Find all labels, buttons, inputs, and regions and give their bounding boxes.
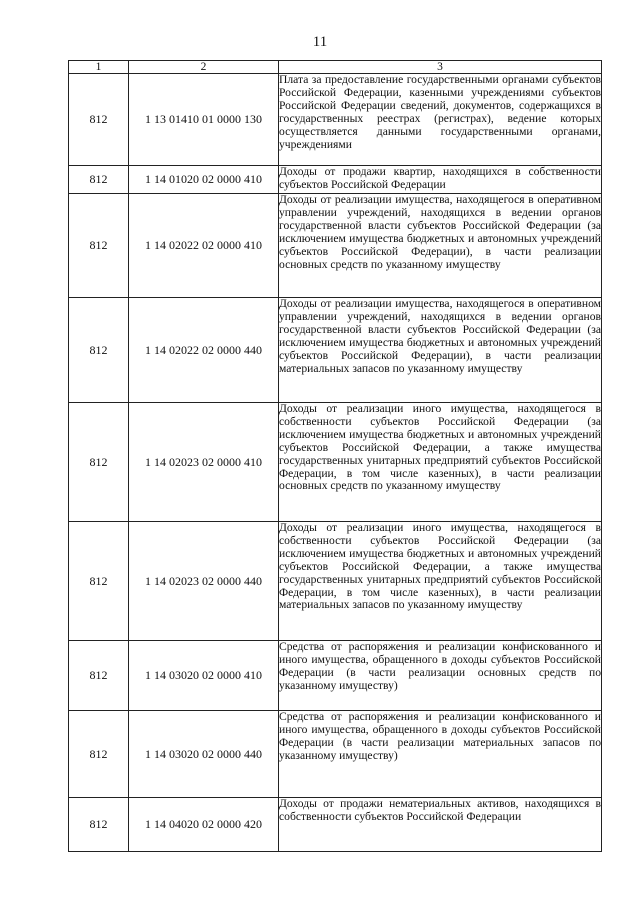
column-header-1: 1: [69, 61, 129, 74]
column-header-2: 2: [129, 61, 279, 74]
description-cell: Доходы от реализации иного имущества, находящегося в собственности субъектов Российской Федерации (за исключением имущества бюджетных и автономных учреждений субъектов Российской Федерации, а также имущества государственных унитарных предприятий субъектов Российской Федерации, в том числе казенных), в части реализации материальных запасов по указанному имуществу: [279, 522, 602, 641]
description-cell: Доходы от продажи нематериальных активов, находящихся в собственности субъектов Российской Федерации: [279, 798, 602, 852]
description-cell: Плата за предоставление государственными органами субъектов Российской Федерации, казенными учреждениями субъектов Российской Федерации сведений, документов, содержащихся в государственных реестрах (регистрах), ведение которых осуществляется данными государственными органами, учреждениями: [279, 74, 602, 166]
page-number: 11: [312, 34, 328, 50]
description-cell: Доходы от реализации имущества, находящегося в оперативном управлении учреждений, находящихся в ведении органов государственной власти субъектов Российской Федерации (за исключением имущества бюджетных и автономных учреждений субъектов Российской Федерации), в части реализации материальных запасов по указанному имуществу: [279, 298, 602, 403]
revenue-code-cell: 1 13 01410 01 0000 130: [129, 74, 279, 166]
revenue-code-cell: 1 14 03020 02 0000 440: [129, 711, 279, 798]
revenue-code-cell: 1 14 02022 02 0000 440: [129, 298, 279, 403]
admin-code-cell: 812: [69, 74, 129, 166]
table-header-row: [69, 61, 602, 74]
admin-code-cell: 812: [69, 403, 129, 522]
table-row: [69, 522, 602, 641]
description-cell: Доходы от реализации иного имущества, находящегося в собственности субъектов Российской Федерации (за исключением имущества бюджетных и автономных учреждений субъектов Российской Федерации, а также имущества государственных унитарных предприятий субъектов Российской Федерации, в том числе казенных), в части реализации основных средств по указанному имуществу: [279, 403, 602, 522]
table-row: [69, 711, 602, 798]
description-cell: Средства от распоряжения и реализации конфискованного и иного имущества, обращенного в доходы субъектов Российской Федерации (в части реализации материальных запасов по указанному имуществу): [279, 711, 602, 798]
revenue-codes-table: [68, 60, 602, 852]
revenue-code-cell: 1 14 03020 02 0000 410: [129, 641, 279, 711]
table-row: [69, 74, 602, 166]
table-row: [69, 298, 602, 403]
revenue-code-cell: 1 14 01020 02 0000 410: [129, 166, 279, 194]
table-row: [69, 194, 602, 298]
admin-code-cell: 812: [69, 298, 129, 403]
description-cell: Доходы от реализации имущества, находящегося в оперативном управлении учреждений, находящихся в ведении органов государственной власти субъектов Российской Федерации (за исключением имущества бюджетных и автономных учреждений субъектов Российской Федерации), в части реализации основных средств по указанному имуществу: [279, 194, 602, 298]
table-row: [69, 798, 602, 852]
table-row: [69, 166, 602, 194]
admin-code-cell: 812: [69, 798, 129, 852]
revenue-code-cell: 1 14 02023 02 0000 440: [129, 522, 279, 641]
table-row: [69, 403, 602, 522]
table-row: [69, 641, 602, 711]
admin-code-cell: 812: [69, 641, 129, 711]
admin-code-cell: 812: [69, 522, 129, 641]
admin-code-cell: 812: [69, 194, 129, 298]
description-cell: Доходы от продажи квартир, находящихся в собственности субъектов Российской Федерации: [279, 166, 602, 194]
admin-code-cell: 812: [69, 711, 129, 798]
admin-code-cell: 812: [69, 166, 129, 194]
revenue-code-cell: 1 14 04020 02 0000 420: [129, 798, 279, 852]
column-header-3: 3: [279, 61, 602, 74]
revenue-code-cell: 1 14 02023 02 0000 410: [129, 403, 279, 522]
revenue-code-cell: 1 14 02022 02 0000 410: [129, 194, 279, 298]
description-cell: Средства от распоряжения и реализации конфискованного и иного имущества, обращенного в доходы субъектов Российской Федерации (в части реализации основных средств по указанному имуществу): [279, 641, 602, 711]
